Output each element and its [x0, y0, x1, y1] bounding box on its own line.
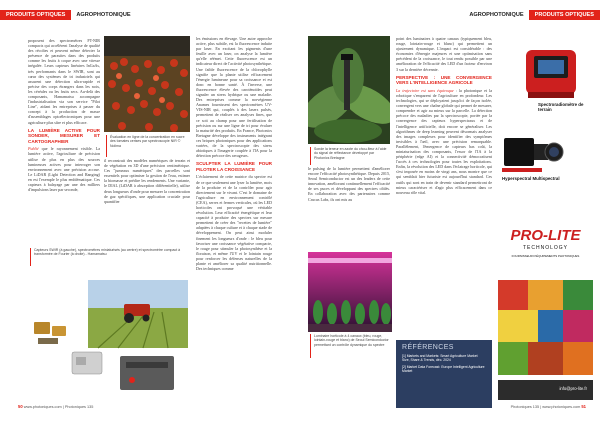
ad-email-link[interactable]: info@pro-lite.fr — [559, 386, 587, 391]
photo4-caption: Luminaire horticole à 4 canaux (bleu, rouge, lointain-rouge et blanc) de Seoul Semiconductor permettant un contrôle dynamique du spectre — [310, 334, 392, 358]
sensors-product-photo — [28, 272, 188, 398]
tomato-sorting-photo — [104, 36, 190, 132]
references-title: RÉFÉRENCES — [402, 344, 454, 351]
pro-lite-logo: PRO-LITE — [510, 227, 581, 244]
ad-tagline: FOURNISSEUR D'ÉQUIPEMENTS PHOTONIQUES — [511, 254, 580, 258]
header-section: AGROPHOTONIQUE — [469, 12, 524, 18]
header-tag: PRODUITS OPTIQUES — [0, 10, 71, 20]
photo1-caption: Évaluation en ligne de la concentration en sucre des tomates cerises par spectroscopie NIR © Nolima — [106, 135, 190, 157]
ad-product-2: Hyperspectral Multispectral — [502, 176, 560, 181]
references-box — [396, 340, 492, 408]
reference-item: [2] Market Data Forecast: Europe Intelligent Agriculture Market — [402, 364, 485, 374]
pro-lite-advertisement[interactable] — [498, 30, 593, 410]
section-heading-3: PERSPECTIVE : UNE CONVERGENCE VERS L'INTELLIGENCE AGRICOLE — [396, 74, 492, 86]
right-page — [300, 0, 600, 424]
left-header — [0, 10, 136, 20]
reference-item: [1] Markets and Markets: Smart Agriculture Market Size, Share & Trends, déc. 2024 — [402, 354, 478, 363]
right-header — [464, 10, 600, 20]
right-col2-text: point des luminaires à quatre canaux (typiquement bleu, rouge, lointain-rouge et blanc) qui permettent un ajustement dynamique. L'impact est considérable : des économies d'énergie majeures et une optimisation sans précédent de la croissance, le tout rendu possible par une amélioration de l'efficacité des LED d'un facteur d'environ 3 sur la dernière décennie. PERSPECTIVE : UNE CONVERGENCE VERS L'INTELLIGENCE AGRICOLE La trajectoire est sans équivoque : la photonique et la robotique s'emparent de l'agriculture en profondeur. Les technologies, qui se déployaient jusqu'ici de façon isolée, convergent vers une chaîne globale qui permet de mesurer, comprendre et agir au mieux sur la parcelle. La détection précoce des maladies par la spectroscopie, portée par la convergence des capteurs hyperspectraux et de l'intelligence artificielle, doit encore se généraliser. Les algorithmes de deep learning peuvent désormais analyser des images complexes pour identifier des symptômes invisibles à l'œil, avec une précision remarquable. Parallèlement, l'émergence de capteurs bas coût, la miniaturisation des composants, l'essor de l'IA à la périphérie (edge AI) et la connectivité démocratisent l'accès à ces technologies pour toutes les exploitations. Enfin, la révolution des LED dans l'éclairage horticole, qui s'est imposée en moins de vingt ans, nous montre que ce qui semblait hier futuriste est aujourd'hui standard. Ces outils qui sont en train de devenir standard permettront de mieux caractériser et d'agir plus efficacement dans ce nouveau rôle vital. — [396, 36, 492, 195]
left-col3-text: les émissions en élevage. Une autre approche active, plus subtile, est la fluorescence induite par laser. En excitant les pigments d'une feuille avec un laser, on analyse la lumière qu'elle réémet. Cette fluorescence est un indicateur direct de l'activité photosynthétique. Une faible fluorescence de la chlorophylle signifie que la plante utilise efficacement l'énergie lumineuse pour sa croissance et est donc en bonne santé. À l'inverse, une fluorescence élevée des caroténoïdes peut signaler un stress hydrique ou une maladie. Des entreprises comme la norvégienne Anames fournissent des spectromètres UV-VIS-NIR qui, couplés à des lasers pulsés, permettent de réaliser ces analyses fines, que ce soit au champ pour une fertilisation de précision ou sur une ligne de tri pour évaluer la maturité des produits. En France, Photonics Bretagne développe des instruments intégrant ces briques photoniques pour des applications variées, de la spectroscopie des stress abiotiques à l'imagerie couplée à l'IA pour la détection précoce des ravageurs. SCULPTER LA LUMIÈRE POUR PILOTER LA CROISSANCE L'éclairement de cette matrice du spectre est de ce que seulement une lyser la lumière, mois de la produire et de la contrôler pour agir directement sur le vivant. C'est le domaine de l'agriculture en environnement contrôlé (CEA), serres et fermes verticales, où les LED horticoles ont provoqué une véritable révolution. Leur efficacité énergétique et leur capacité à produire des spectres sur mesure permettent de créer des "recettes de lumière" adaptées à chaque culture et à chaque stade de développement. On peut ainsi moduler finement les longueurs d'onde : le bleu pour favoriser une croissance végétative compacte, le rouge pour stimuler la photosynthèse et la floraison, et même l'UV et le lointain rouge pour renforcer les défenses naturelles de la plante et améliorer sa qualité nutritionnelle. Des techniques comme — [196, 36, 272, 272]
left-col2-text: il reconstruit des modèles numériques de terrain et de végétation en 3D d'une précision centimétrique. Ces "jumeaux numériques" des parcelles sont essentiels pour optimiser la gestion de l'eau, estimer la biomasse et prédire les rendements. Une variante, le DIAL (LiDAR à absorption différentielle), utilise deux longueurs d'onde pour mesurer la concentration de gaz spécifiques, une application cruciale pour quantifier — [104, 158, 190, 204]
section-heading: LA LUMIÈRE ACTIVE POUR SONDER, MESURER ET CARTOGRAPHIER — [28, 127, 100, 144]
cauliflower-photo — [308, 36, 390, 144]
right-footer: Photoniques 135 | www.photoniques.com 51 — [510, 404, 586, 409]
right-col1-text: le pulsing de la lumière permettent d'améliorer encore l'efficacité photosynthétique. Depuis 2015, Seoul Semiconductor est un des leaders de cette innovation, améliorant continuellement l'efficacité de ses puces et développant des spectres ciblés. En collaboration avec des partenaires comme Crucus Labs, ils ont mis au — [308, 166, 390, 202]
photo2-caption: Capteurs SWIR (à gauche), spectromètres miniaturisés (au centre) et spectromètre compact à transformée de Fourier (à droite) - Hamamatsu — [30, 248, 188, 266]
left-footer: 50 www.photoniques.com | Photoniques 135 — [18, 404, 94, 409]
section-heading-2: SCULPTER LA LUMIÈRE POUR PILOTER LA CROISSANCE — [196, 161, 272, 172]
grow-light-photo — [308, 252, 392, 332]
header-section: AGROPHOTONIQUE — [76, 12, 131, 18]
ad-product-1: Spectroradiomètre de terrain — [538, 102, 584, 113]
header-tag: PRODUITS OPTIQUES — [529, 10, 600, 20]
photo3-caption: Sonde la teneur en azote du chou-fleur à l'aide du signal de réflectance développé par Photonics Bretagne — [310, 147, 390, 165]
left-col1-text: proposent des spectromètres FT-NIR compacts qui accélèrent l'analyse de qualité des récoltes et peuvent même détecter la présence de parasites dans des produits comme les fruits à coque avec une vitesse inégalée. Leurs capteurs linéaires InGaAs, très performants dans le SWIR, sont au cœur des systèmes de tri industriels qui assurent une détection ultra-rapide et précise des corps étrangers dans les noix, les céréales ou les fruits secs. Au-delà des composants, Hamamatsu accompagne l'industrialisation via son service "Pilot Line", aidant les entreprises à passer du concept à la production de masse d'assemblages optoélectroniques pour une agriculture plus sûre et plus efficace. LA LUMIÈRE ACTIVE POUR SONDER, MESURER ET CARTOGRAPHIER Publié que le rayonnement visible. La lumière active, l'agriculture de précision utilise de plus en plus des sources lumineuses actives pour interroger son environnement avec une précision accrue. Le LiDAR (Light Detection and Ranging) en est l'exemple le plus emblématique. Ces capteurs à balayage par une des milliers d'impulsions laser par seconde, — [28, 38, 100, 193]
pro-lite-logo-sub: TECHNOLOGY — [522, 245, 568, 251]
